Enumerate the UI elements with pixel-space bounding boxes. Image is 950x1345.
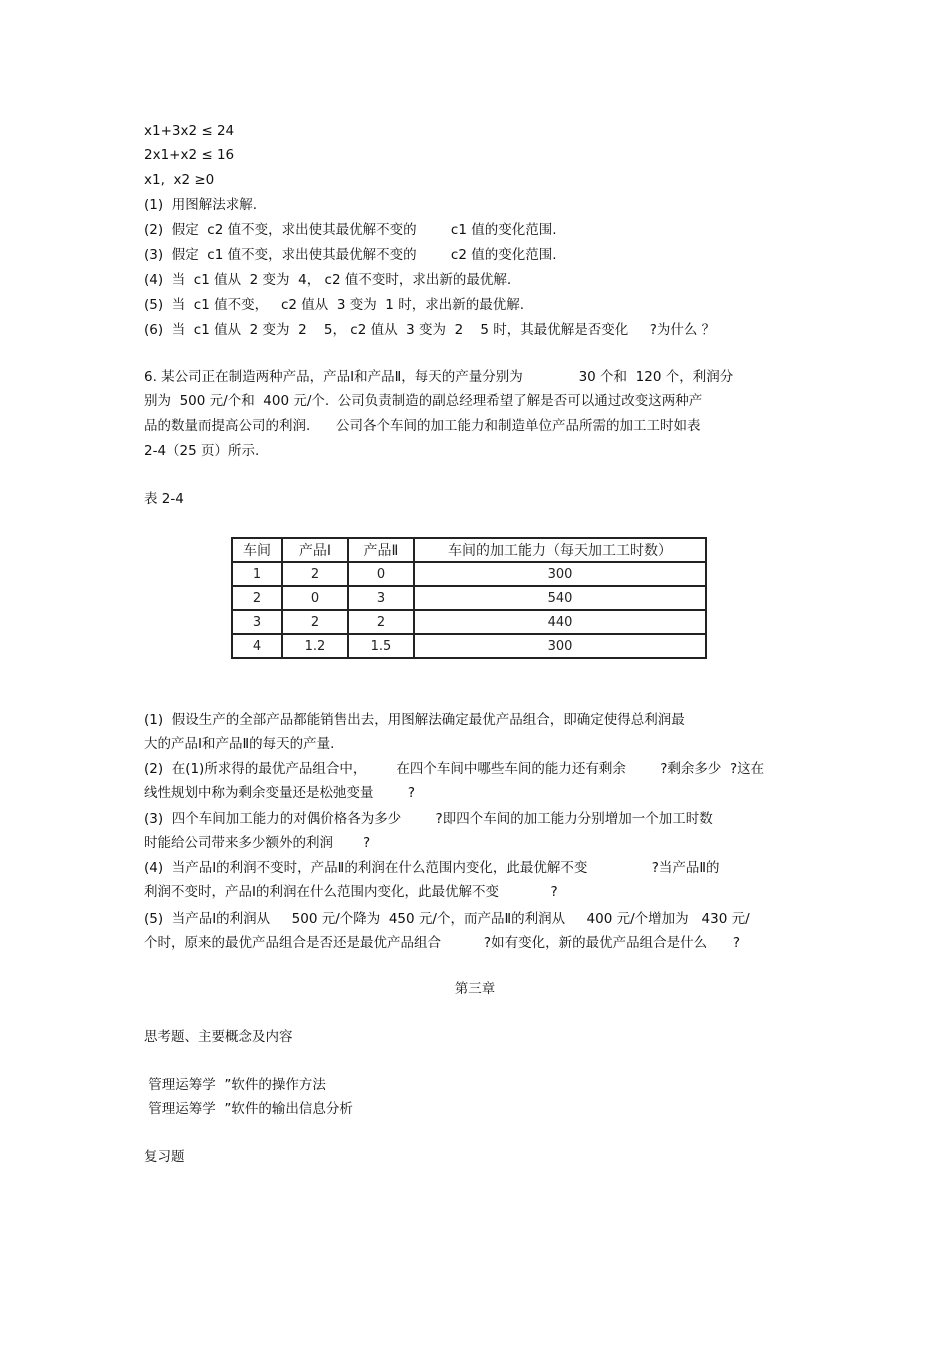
table-cell: 300: [414, 562, 706, 586]
capacity-table-image: [231, 537, 712, 676]
table-row: [232, 586, 706, 610]
problem6-line-1: 6. 某公司正在制造两种产品，产品Ⅰ和产品Ⅱ，每天的产量分别为 30 个和 120 个，利润分: [144, 369, 734, 385]
table-caption: 表 2-4: [144, 491, 184, 507]
table-cell: 300: [414, 634, 706, 658]
question-line-1: (1) 用图解法求解.: [144, 197, 257, 213]
constraint-line-2: 2x1+x2 ≤ 16: [144, 147, 235, 163]
question6-line-4: 线性规划中称为剩余变量还是松弛变量 ?: [144, 785, 415, 801]
table-cell: 440: [414, 610, 706, 634]
constraint-line-3: x1, x2 ≥0: [144, 172, 215, 188]
question6-line-9: (5) 当产品Ⅰ的利润从 500 元/个降为 450 元/个，而产品Ⅱ的利润从 400 元/个增加为 430 元/: [144, 911, 750, 927]
problem6-line-3: 品的数量而提高公司的利润. 公司各个车间的加工能力和制造单位产品所需的加工工时如表: [144, 418, 701, 434]
table-row: [232, 562, 706, 586]
table-row: [232, 634, 706, 658]
problem6-line-4: 2-4（25 页）所示.: [144, 443, 260, 459]
question-line-5: (5) 当 c1 值不变， c2 值从 3 变为 1 时，求出新的最优解.: [144, 297, 524, 313]
table-cell: 4: [232, 634, 282, 658]
table-cell: 2: [348, 610, 414, 634]
table-row: [232, 610, 706, 634]
table-cell: 2: [282, 562, 348, 586]
table-header-cell: 产品Ⅱ: [348, 538, 414, 562]
question6-line-8: 利润不变时，产品Ⅰ的利润在什么范围内变化，此最优解不变 ?: [144, 884, 558, 900]
constraint-line-1: x1+3x2 ≤ 24: [144, 123, 235, 139]
table-header-cell: 产品Ⅰ: [282, 538, 348, 562]
question6-line-3: (2) 在(1)所求得的最优产品组合中， 在四个车间中哪些车间的能力还有剩余 ?剩余多少 ?这在: [144, 761, 765, 777]
review-heading: 复习题: [144, 1149, 185, 1165]
capacity-table: [231, 537, 707, 659]
question-line-6: (6) 当 c1 值从 2 变为 2 5， c2 值从 3 变为 2 5 时，其最优解是否变化 ?为什么 ？: [144, 322, 716, 338]
table-cell: 1.5: [348, 634, 414, 658]
table-cell: 3: [232, 610, 282, 634]
table-cell: 2: [232, 586, 282, 610]
question6-line-1: (1) 假设生产的全部产品都能销售出去，用图解法确定最优产品组合，即确定使得总利润最: [144, 712, 685, 728]
table-cell: 2: [282, 610, 348, 634]
table-cell: 0: [348, 562, 414, 586]
question6-line-5: (3) 四个车间加工能力的对偶价格各为多少 ?即四个车间的加工能力分别增加一个加工时数: [144, 811, 713, 827]
table-cell: 1: [232, 562, 282, 586]
question6-line-2: 大的产品Ⅰ和产品Ⅱ的每天的产量.: [144, 736, 335, 752]
question-line-2: (2) 假定 c2 值不变，求出使其最优解不变的 c1 值的变化范围.: [144, 222, 557, 238]
table-header-cell: 车间的加工能力（每天加工工时数）: [414, 538, 706, 562]
table-cell: 3: [348, 586, 414, 610]
section-heading: 思考题、主要概念及内容: [144, 1029, 293, 1045]
question-line-3: (3) 假定 c1 值不变，求出使其最优解不变的 c2 值的变化范围.: [144, 247, 557, 263]
table-cell: 1.2: [282, 634, 348, 658]
question6-line-10: 个时，原来的最优产品组合是否还是最优产品组合 ?如有变化，新的最优产品组合是什么 ?: [144, 935, 740, 951]
problem6-line-2: 别为 500 元/个和 400 元/个. 公司负责制造的副总经理希望了解是否可以通过改变这两种产: [144, 393, 703, 409]
list-item: 管理运筹学 ”软件的操作方法: [144, 1077, 326, 1093]
table-cell: 540: [414, 586, 706, 610]
list-item: 管理运筹学 ”软件的输出信息分析: [144, 1101, 353, 1117]
question6-line-6: 时能给公司带来多少额外的利润 ?: [144, 835, 371, 851]
question6-line-7: (4) 当产品Ⅰ的利润不变时，产品Ⅱ的利润在什么范围内变化，此最优解不变 ?当产品Ⅱ的: [144, 860, 720, 876]
chapter-title: 第三章: [454, 981, 496, 997]
question-line-4: (4) 当 c1 值从 2 变为 4， c2 值不变时，求出新的最优解.: [144, 272, 512, 288]
table-header-cell: 车间: [232, 538, 282, 562]
table-header-row: [232, 538, 706, 562]
table-cell: 0: [282, 586, 348, 610]
